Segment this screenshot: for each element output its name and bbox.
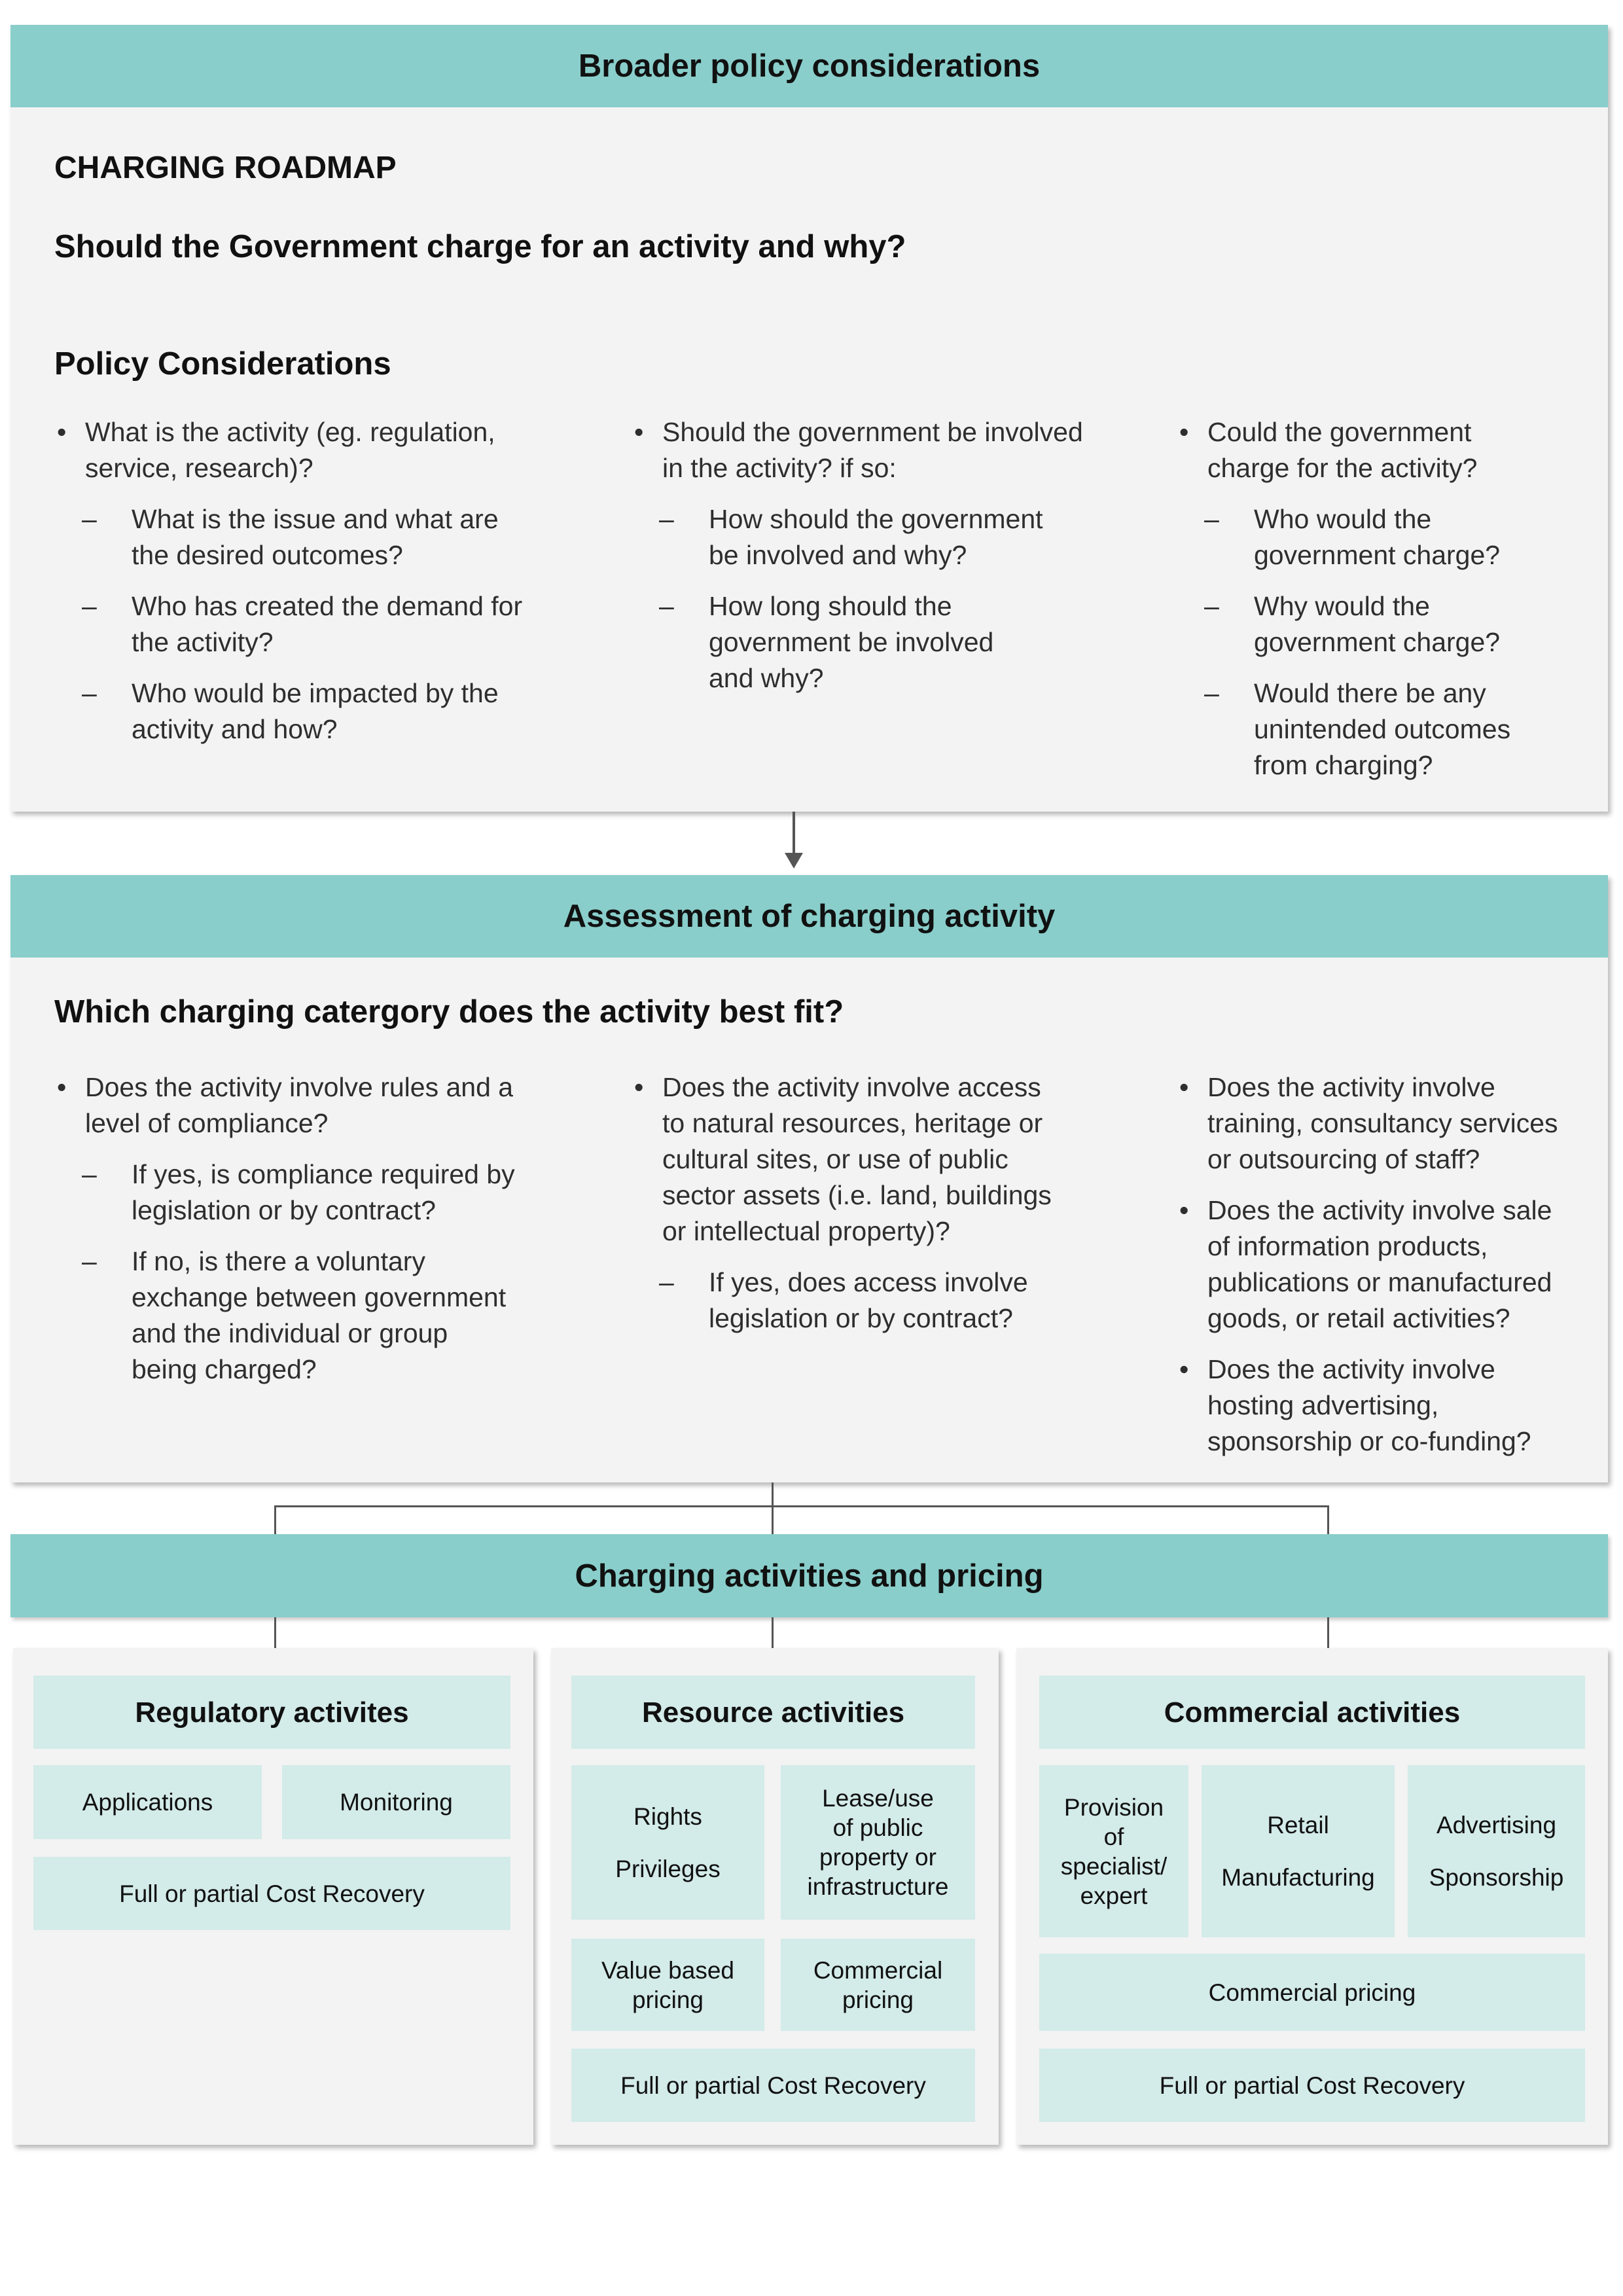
connector-line: [1327, 1617, 1329, 1648]
sub-point: – If no, is there a voluntary exchange between government and the individual or group being charged?: [54, 1244, 617, 1388]
manufacturing-label: Manufacturing: [1221, 1864, 1375, 1891]
assessment-question: Which charging catergory does the activity best fit?: [54, 994, 844, 1030]
retail-label: Retail: [1267, 1812, 1329, 1839]
bullet-point: • Does the activity involve access to natural resources, heritage or cultural sites, or use of public sector assets (i.e. land, buildings or intellectual property)?: [632, 1069, 1155, 1249]
sub-point: – Who would be impacted by the activity and how?: [54, 675, 617, 747]
applications-tile: Applications: [33, 1765, 262, 1839]
cost-recovery-tile: Full or partial Cost Recovery: [571, 2049, 975, 2122]
assessment-panel: [10, 875, 1608, 1482]
resource-activities-group: [551, 1648, 999, 2145]
advertising-sponsorship-tile: [1408, 1765, 1585, 1937]
bullet-point: • What is the activity (eg. regulation, service, research)?: [54, 414, 617, 486]
connector-line: [793, 812, 795, 855]
privileges-label: Privileges: [615, 1855, 721, 1882]
cost-recovery-tile: Full or partial Cost Recovery: [1039, 2049, 1585, 2122]
bullet-point: • Does the activity involve rules and a level of compliance?: [54, 1069, 617, 1141]
regulatory-activities-group: [13, 1648, 533, 2145]
resource-activities-title: Resource activities: [571, 1676, 975, 1749]
value-based-pricing-tile: Value based pricing: [571, 1939, 764, 2031]
commercial-pricing-tile: Commercial pricing: [1039, 1954, 1585, 2031]
bullet-point: • Does the activity involve hosting advertising, sponsorship or co-funding?: [1177, 1352, 1596, 1460]
bullet-point: • Does the activity involve sale of information products, publications or manufactured goods, or retail activities?: [1177, 1193, 1596, 1336]
arrow-down-icon: [785, 853, 803, 869]
bullet-point: • Does the activity involve training, consultancy services or outsourcing of staff?: [1177, 1069, 1596, 1177]
commercial-activities-group: [1016, 1648, 1608, 2145]
sub-point: – If yes, is compliance required by legislation or by contract?: [54, 1157, 617, 1229]
connector-line: [772, 1482, 774, 1534]
sponsorship-label: Sponsorship: [1429, 1864, 1564, 1891]
sub-point: – Why would the government charge?: [1177, 588, 1596, 660]
sub-point: – How long should the government be involved and why?: [632, 588, 1155, 696]
lease-use-tile: Lease/use of public property or infrastructure: [781, 1765, 975, 1920]
policy-column-1: [54, 414, 617, 747]
sub-point: – If yes, does access involve legislation or by contract?: [632, 1265, 1155, 1336]
connector-line: [274, 1505, 276, 1534]
retail-manufacturing-tile: [1202, 1765, 1395, 1937]
cost-recovery-tile: Full or partial Cost Recovery: [33, 1857, 510, 1930]
policy-column-2: [632, 414, 1155, 696]
assessment-column-3: [1177, 1069, 1596, 1460]
connector-line: [274, 1505, 1329, 1507]
sub-point: – How should the government be involved and why?: [632, 501, 1155, 573]
policy-question: Should the Government charge for an activity and why?: [54, 229, 906, 264]
assessment-column-1: [54, 1069, 617, 1388]
rights-privileges-tile: [571, 1765, 764, 1920]
policy-subheading: Policy Considerations: [54, 346, 391, 382]
commercial-activities-title: Commercial activities: [1039, 1676, 1585, 1749]
provision-of-specialist-tile: Provision of specialist/ expert: [1039, 1765, 1188, 1937]
sub-point: – Who would the government charge?: [1177, 501, 1596, 573]
connector-line: [274, 1617, 276, 1648]
regulatory-activities-title: Regulatory activites: [33, 1676, 510, 1749]
rights-label: Rights: [633, 1803, 702, 1830]
pricing-header: Charging activities and pricing: [10, 1534, 1608, 1617]
sub-point: – What is the issue and what are the desired outcomes?: [54, 501, 617, 573]
bullet-point: • Should the government be involved in the activity? if so:: [632, 414, 1155, 486]
policy-column-3: [1177, 414, 1596, 783]
connector-line: [772, 1617, 774, 1648]
assessment-header: Assessment of charging activity: [10, 875, 1608, 958]
connector-line: [1327, 1505, 1329, 1534]
sub-point: – Would there be any unintended outcomes from charging?: [1177, 675, 1596, 783]
commercial-pricing-tile: Commercial pricing: [781, 1939, 975, 2031]
assessment-column-2: [632, 1069, 1155, 1336]
roadmap-title: CHARGING ROADMAP: [54, 151, 397, 185]
sub-point: – Who has created the demand for the activity?: [54, 588, 617, 660]
policy-considerations-panel: [10, 25, 1608, 812]
monitoring-tile: Monitoring: [282, 1765, 510, 1839]
policy-header: Broader policy considerations: [10, 25, 1608, 107]
bullet-point: • Could the government charge for the activity?: [1177, 414, 1596, 486]
advertising-label: Advertising: [1436, 1812, 1557, 1839]
